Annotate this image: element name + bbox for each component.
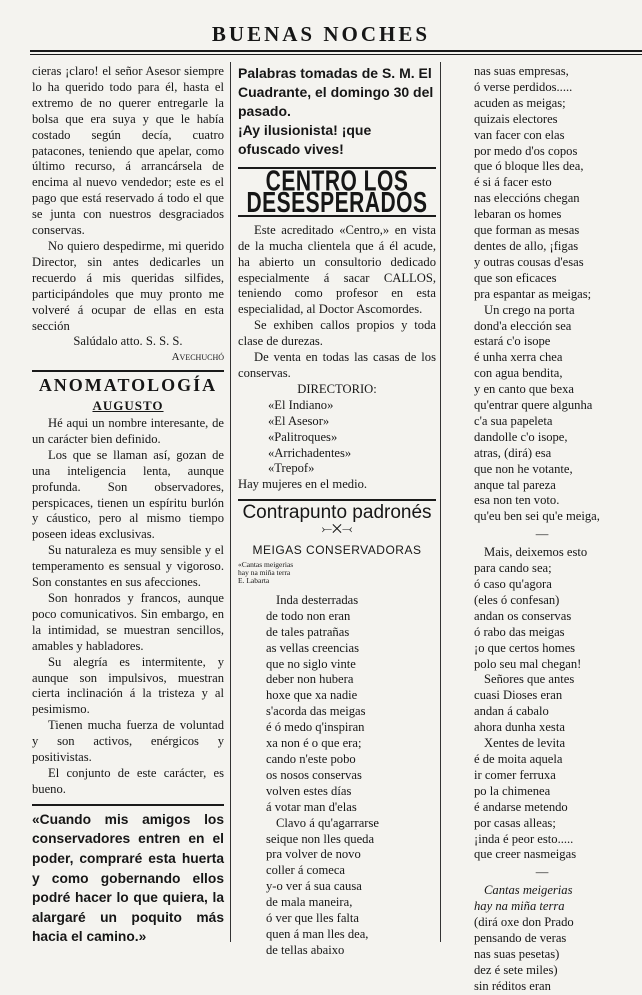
poem-line: dez é sete miles) xyxy=(474,962,558,977)
poem-line: seique non lles queda xyxy=(266,831,375,846)
poem-line: nas suas pesetas) xyxy=(474,946,560,961)
poem-line: coller á comeca xyxy=(266,863,346,878)
epigraph-line: hay na miña terra xyxy=(238,567,291,577)
poem-line: por medo d'os copos xyxy=(474,143,578,158)
body-paragraph: Su naturaleza es muy sensible y el temperamento es sensual y vigoroso. Son constantes en sus afecciones. xyxy=(32,543,224,590)
directorio-item: «Arrichadentes» xyxy=(268,445,352,460)
poem-stanza xyxy=(448,545,636,863)
poem-line: de tellas abaixo xyxy=(266,942,345,957)
poem-line: ¡inda é peor esto..... xyxy=(474,831,574,846)
poem-line: nas suas empresas, xyxy=(474,64,569,78)
divider-dash: — xyxy=(535,527,549,542)
poem-line: Un crego na porta xyxy=(484,302,575,317)
poem-line: anque tal pareza xyxy=(474,477,556,492)
poem-line: ahora dunha xesta xyxy=(474,720,565,735)
body-paragraph: Son honrados y francos, aunque poco comunicativos. Sin embargo, en la intimidad, se muestran sencillos, amables y habladores. xyxy=(32,591,224,653)
poem-line: ó verse perdidos..... xyxy=(474,79,573,94)
poem-line: de tales patrañas xyxy=(266,624,350,639)
centro-title: CENTRO LOS DESESPERADOS xyxy=(246,166,428,219)
poem-line: sin réditos eran xyxy=(474,978,551,993)
poem-line: lebaran os homes xyxy=(474,207,562,222)
poem-line: que non he votante, xyxy=(474,461,573,476)
poem-line: polo seu mal chegan! xyxy=(474,656,582,671)
epigraph-line: «Cantas meigerias xyxy=(238,559,294,569)
poem-line: para cando sea; xyxy=(474,561,552,576)
poem-line: hay na miña terra xyxy=(474,899,565,914)
poem-line: van facer con elas xyxy=(474,127,565,142)
poem-line: pensando de veras xyxy=(474,930,567,945)
poem-line: ó rabo das meigas xyxy=(474,624,565,639)
poem-line: que creer nasmeigas xyxy=(474,847,577,862)
poem-line: dond'a elección sea xyxy=(474,318,572,333)
poem-line: acuden as meigas; xyxy=(474,95,566,110)
letter-closing: Salúdalo atto. S. S. S. xyxy=(73,334,183,349)
poem-line: ¡o que certos homes xyxy=(474,640,576,655)
poem-line: (eles ó confesan) xyxy=(474,592,560,607)
directorio-title: DIRECTORIO: xyxy=(297,381,377,396)
body-paragraph: Su alegría es intermitente, y aunque son impulsivos, muestran cierta inclinación á la tristeza y al pesimismo. xyxy=(32,654,224,717)
ornament: ⤚✕⤙ xyxy=(321,521,353,537)
poem-line: po la chimenea xyxy=(474,783,551,798)
section-rule xyxy=(32,370,224,372)
poem-line: é si á facer esto xyxy=(474,175,552,190)
poem-line: deber non hubera xyxy=(266,672,354,687)
poem-line: por casas alleas; xyxy=(474,815,556,830)
body-paragraph: El conjunto de este carácter, es bueno. xyxy=(32,765,224,796)
poem-line: volven estes días xyxy=(266,783,352,798)
poem-line: qu'entrar quere algunha xyxy=(474,398,593,413)
epigraph xyxy=(238,561,436,585)
poem-line: ó caso qu'agora xyxy=(474,577,552,591)
poem-line: Cantas meigerias xyxy=(484,883,573,898)
centro-paragraph: Este acreditado «Centro,» en vista de la mucha clientela que á él acude, ha abierto un consultorio dedicado especialmente á sacar CALLOS, teniendo como profesor en esta especialidad, al Doctor Ascomordes. xyxy=(238,222,436,317)
headline: Palabras tomadas de S. M. El Cuadrante, el domingo 30 del pasado. xyxy=(238,65,434,119)
poem-line: y-o ver á sua causa xyxy=(266,879,362,894)
poem-line: c'a sua papeleta xyxy=(474,413,553,428)
poem-line: que ó bloque lles dea, xyxy=(474,159,584,174)
poem-line: s'acorda das meigas xyxy=(266,704,366,719)
section-subtitle: AUGUSTO xyxy=(92,398,164,414)
poem-line: hoxe que xa nadie xyxy=(266,688,358,703)
poem-line: que forman as mesas xyxy=(474,223,580,238)
poem-line: andan á cabalo xyxy=(474,704,549,719)
poem-line: Clavo á qu'agarrarse xyxy=(276,815,379,830)
directorio-item: «Trepof» xyxy=(268,461,315,476)
quote-rule xyxy=(32,804,224,806)
column-divider xyxy=(440,62,441,942)
poem-line: pra espantar as meigas; xyxy=(474,286,592,301)
poem-line: dandolle c'o isope, xyxy=(474,429,568,444)
poem-line: y outras cousas d'esas xyxy=(474,254,584,269)
poem-line: y en canto que bexa xyxy=(474,382,575,397)
poem xyxy=(238,593,436,959)
centro-paragraph: De venta en todas las casas de los conservas. xyxy=(238,350,436,380)
poem-line: con agua bendita, xyxy=(474,366,563,381)
poem-stanza xyxy=(448,64,636,525)
poem-line: andan os conservas xyxy=(474,608,572,623)
column-3 xyxy=(448,64,636,995)
centro-paragraph: Se exhiben callos propios y toda clase de durezas. xyxy=(238,318,436,349)
letter-paragraph: No quiero despedirme, mi querido Director, sin antes dedicarles un recuerdo á mis queridas silfides, participándoles que muy pronto me volveré á ocupar de ellas en esta sección xyxy=(32,238,224,333)
poem-line: ir comer ferruxa xyxy=(474,767,556,782)
quote-block: «Cuando mis amigos los conservadores entren en el poder, compraré esta huerta y como gobernando ellos podré hacer lo que quiera, la alargaré un poquito más hacia el camino.» xyxy=(32,811,224,945)
poem-line: (dirá oxe don Prado xyxy=(474,915,574,930)
poem-line: nas eleccións chegan xyxy=(474,191,580,206)
poem-line: cando n'este pobo xyxy=(266,752,356,766)
poem-line: as vellas creencias xyxy=(266,640,360,655)
section-rule xyxy=(238,499,436,501)
poem-line: de mala maneira, xyxy=(266,895,353,910)
column-divider xyxy=(230,62,231,942)
directorio-note: Hay mujeres en el medio. xyxy=(238,477,368,492)
poem-line: Mais, deixemos esto xyxy=(484,545,588,560)
poem-line: que son eficaces xyxy=(474,270,557,285)
poem-line: é andarse metendo xyxy=(474,799,568,814)
poem-line: esa non ten voto. xyxy=(474,493,560,508)
poem-line: ó ver que lles falta xyxy=(266,911,360,926)
headline-exclaim: ¡Ay ilusionista! ¡que ofuscado vives! xyxy=(238,122,372,157)
poem-line: quen á man lles dea, xyxy=(266,926,369,941)
directorio-list xyxy=(238,398,436,478)
poem-line: Inda desterradas xyxy=(276,592,359,607)
column-1 xyxy=(32,64,224,947)
masthead-rule xyxy=(30,50,642,52)
poem-line: Señores que antes xyxy=(484,672,575,687)
poem-line: atras, (dirá) esa xyxy=(474,445,552,460)
poem-line: quizais electores xyxy=(474,111,558,126)
poem-stanza xyxy=(448,883,636,994)
poem-line: é ó medo q'inspiran xyxy=(266,720,365,735)
directorio-item: «El Asesor» xyxy=(268,413,330,428)
directorio-item: «El Indiano» xyxy=(268,397,334,412)
body-paragraph: Hé aqui un nombre interesante, de un carácter bien definido. xyxy=(32,416,224,446)
section-title: ANOMATOLOGÍA xyxy=(38,375,218,396)
column-2 xyxy=(238,64,436,959)
poem-line: é de moita aquela xyxy=(474,751,563,766)
poem-line: xa non é o que era; xyxy=(266,736,362,751)
poem-line: que no siglo vinte xyxy=(266,656,356,671)
contrapunto-title: Contrapunto padronés xyxy=(242,502,432,524)
poem-line: Xentes de levita xyxy=(484,736,566,751)
masthead: BUENAS NOCHES xyxy=(211,22,431,46)
poem-line: é unha xerra chea xyxy=(474,350,563,365)
masthead-rule-thin xyxy=(30,54,642,55)
poem-line: dentes de allo, ¡figas xyxy=(474,238,579,253)
poem-line: os nosos conservas xyxy=(266,767,362,782)
poem-line: de todo non eran xyxy=(266,608,351,623)
poem-line: á votar man d'elas xyxy=(266,799,357,814)
divider-dash: — xyxy=(535,865,549,880)
poem-line: cuasi Dioses eran xyxy=(474,688,563,703)
letter-signature: Avechuchó xyxy=(171,351,224,364)
poem-line: qu'eu ben sei qu'e meiga, xyxy=(474,509,600,524)
letter-paragraph: cieras ¡claro! el señor Asesor siempre lo ha querido todo para él, hasta el extremo de no querer entregarle la bolsa que era suya y que le había costado según decía, cuatro patacones, teniendo que apelar, como último recurso, á arrancársela de encima al nuevo vendedor; este es el pago que está reservado á todo el que se junta con nuestros desgraciados conservas. xyxy=(32,64,224,238)
poem-line: pra volver de novo xyxy=(266,847,361,862)
body-paragraph: Los que se llaman así, gozan de una inteligencia lenta, aunque profunda. Son observadores, perspicaces, tienen un espíritu burlón y cáustico, pero al mismo tiempo poseen ideas exclusivas. xyxy=(32,447,224,542)
poem-line: estará c'o isope xyxy=(474,334,551,349)
directorio-item: «Palitroques» xyxy=(268,429,338,444)
body-paragraph: Tienen mucha fuerza de voluntad y son activos, enérgicos y positivistas. xyxy=(32,718,224,765)
poem-title: MEIGAS CONSERVADORAS xyxy=(252,543,422,558)
epigraph-line: E. Labarta xyxy=(238,575,270,585)
